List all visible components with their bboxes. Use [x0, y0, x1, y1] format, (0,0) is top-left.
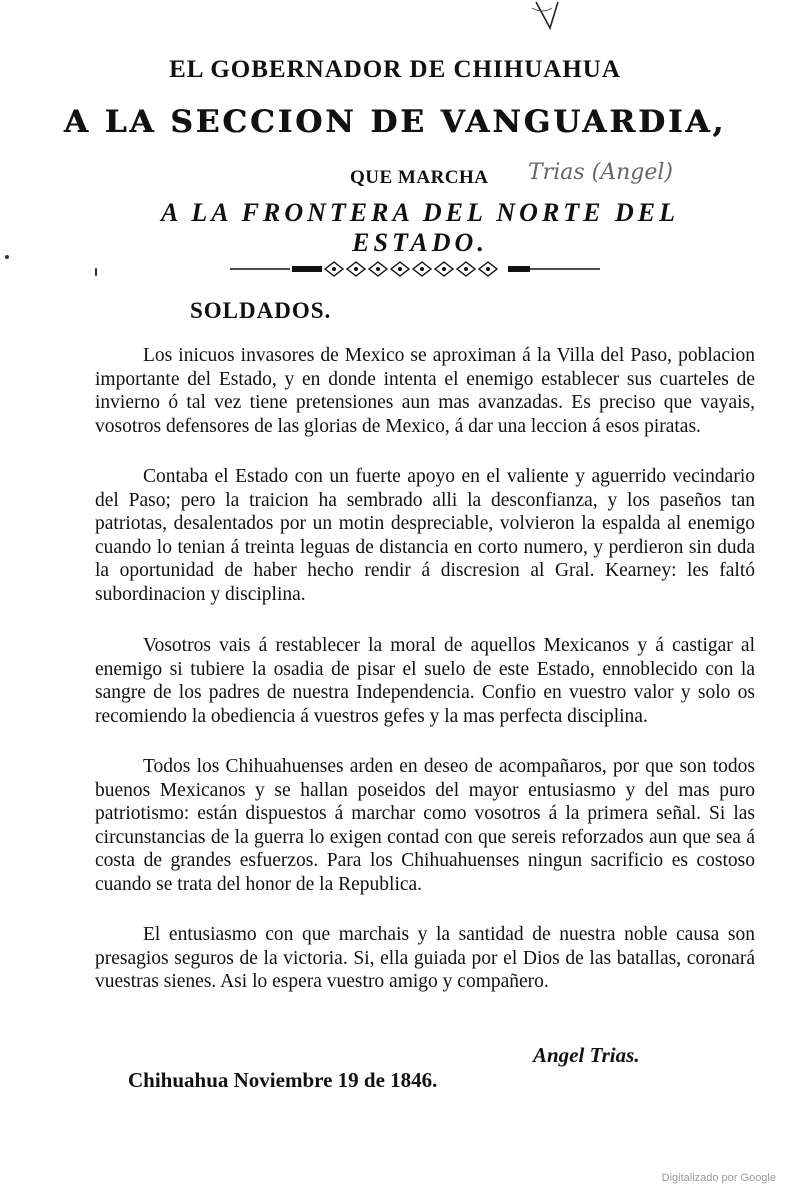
- body-paragraph: Los inicuos invasores de Mexico se aproximan á la Villa del Paso, poblacion importante del Estado, y en donde intenta el enemigo establecer sus cuarteles de invierno ó tal vez tiene pretensiones aun mas avanzadas. Es preciso que vayais, vosotros defensores de las glorias de Mexico, á dar una leccion á esos piratas.: [95, 345, 755, 437]
- digitization-watermark: Digitalizado por Google: [661, 1172, 776, 1184]
- ornamental-divider: [230, 260, 600, 278]
- body-paragraph: Todos los Chihuahuenses arden en deseo de acompañaros, por que son todos buenos Mexicanos y se hallan poseidos del mayor entusiasmo y del mas puro patriotismo: están dispuestos á marchar como vosotros á la primera señal. Si las circunstancias de la guerra lo exigen contad con que sereis reforzados aun que sea á costa de grandes esfuerzos. Para los Chihuahuenses ningun sacrificio es costoso cuando se trata del honor de la Republica.: [95, 756, 755, 895]
- scan-speck: [5, 255, 9, 259]
- scan-speck: [95, 268, 97, 276]
- ink-mark: [528, 0, 578, 34]
- body-paragraph: Contaba el Estado con un fuerte apoyo en el valiente y aguerrido vecindario del Paso; pero la traicion ha sembrado alli la desconfianza, y los paseños tan patriotas, desalentados por un motin despreciable, volvieron la espalda al enemigo cuando lo tenian á treinta leguas de distancia en corto numero, y perdieron sin duda la oportunidad de haber hecho rendir á discresion al Gral. Kearney: les faltó subordinacion y disciplina.: [95, 466, 755, 605]
- body-paragraph: El entusiasmo con que marchais y la santidad de nuestra noble causa son presagios seguros de la victoria. Si, ella guiada por el Dios de las batallas, coronará vuestras sienes. Asi lo espera vuestro amigo y compañero.: [95, 924, 755, 993]
- document-subtitle: A LA SECCION DE VANGUARDIA,: [63, 104, 727, 140]
- document-title: EL GOBERNADOR DE CHIHUAHUA: [169, 56, 621, 83]
- handwritten-note: Trias (Angel): [528, 160, 673, 185]
- destination-line: A LA FRONTERA DEL NORTE DEL ESTADO.: [160, 198, 680, 257]
- marching-line: QUE MARCHA: [350, 167, 489, 188]
- signature: Angel Trias.: [533, 1043, 640, 1067]
- body-paragraph: Vosotros vais á restablecer la moral de aquellos Mexicanos y á castigar al enemigo si tubiere la osadia de pisar el suelo de este Estado, ennoblecido con la sangre de los padres de nuestra Independencia. Confio en vuestro valor y solo os recomiendo la obediencia á vuestros gefes y la mas perfecta disciplina.: [95, 635, 755, 727]
- date-line: Chihuahua Noviembre 19 de 1846.: [128, 1068, 438, 1092]
- salutation: SOLDADOS.: [190, 298, 332, 323]
